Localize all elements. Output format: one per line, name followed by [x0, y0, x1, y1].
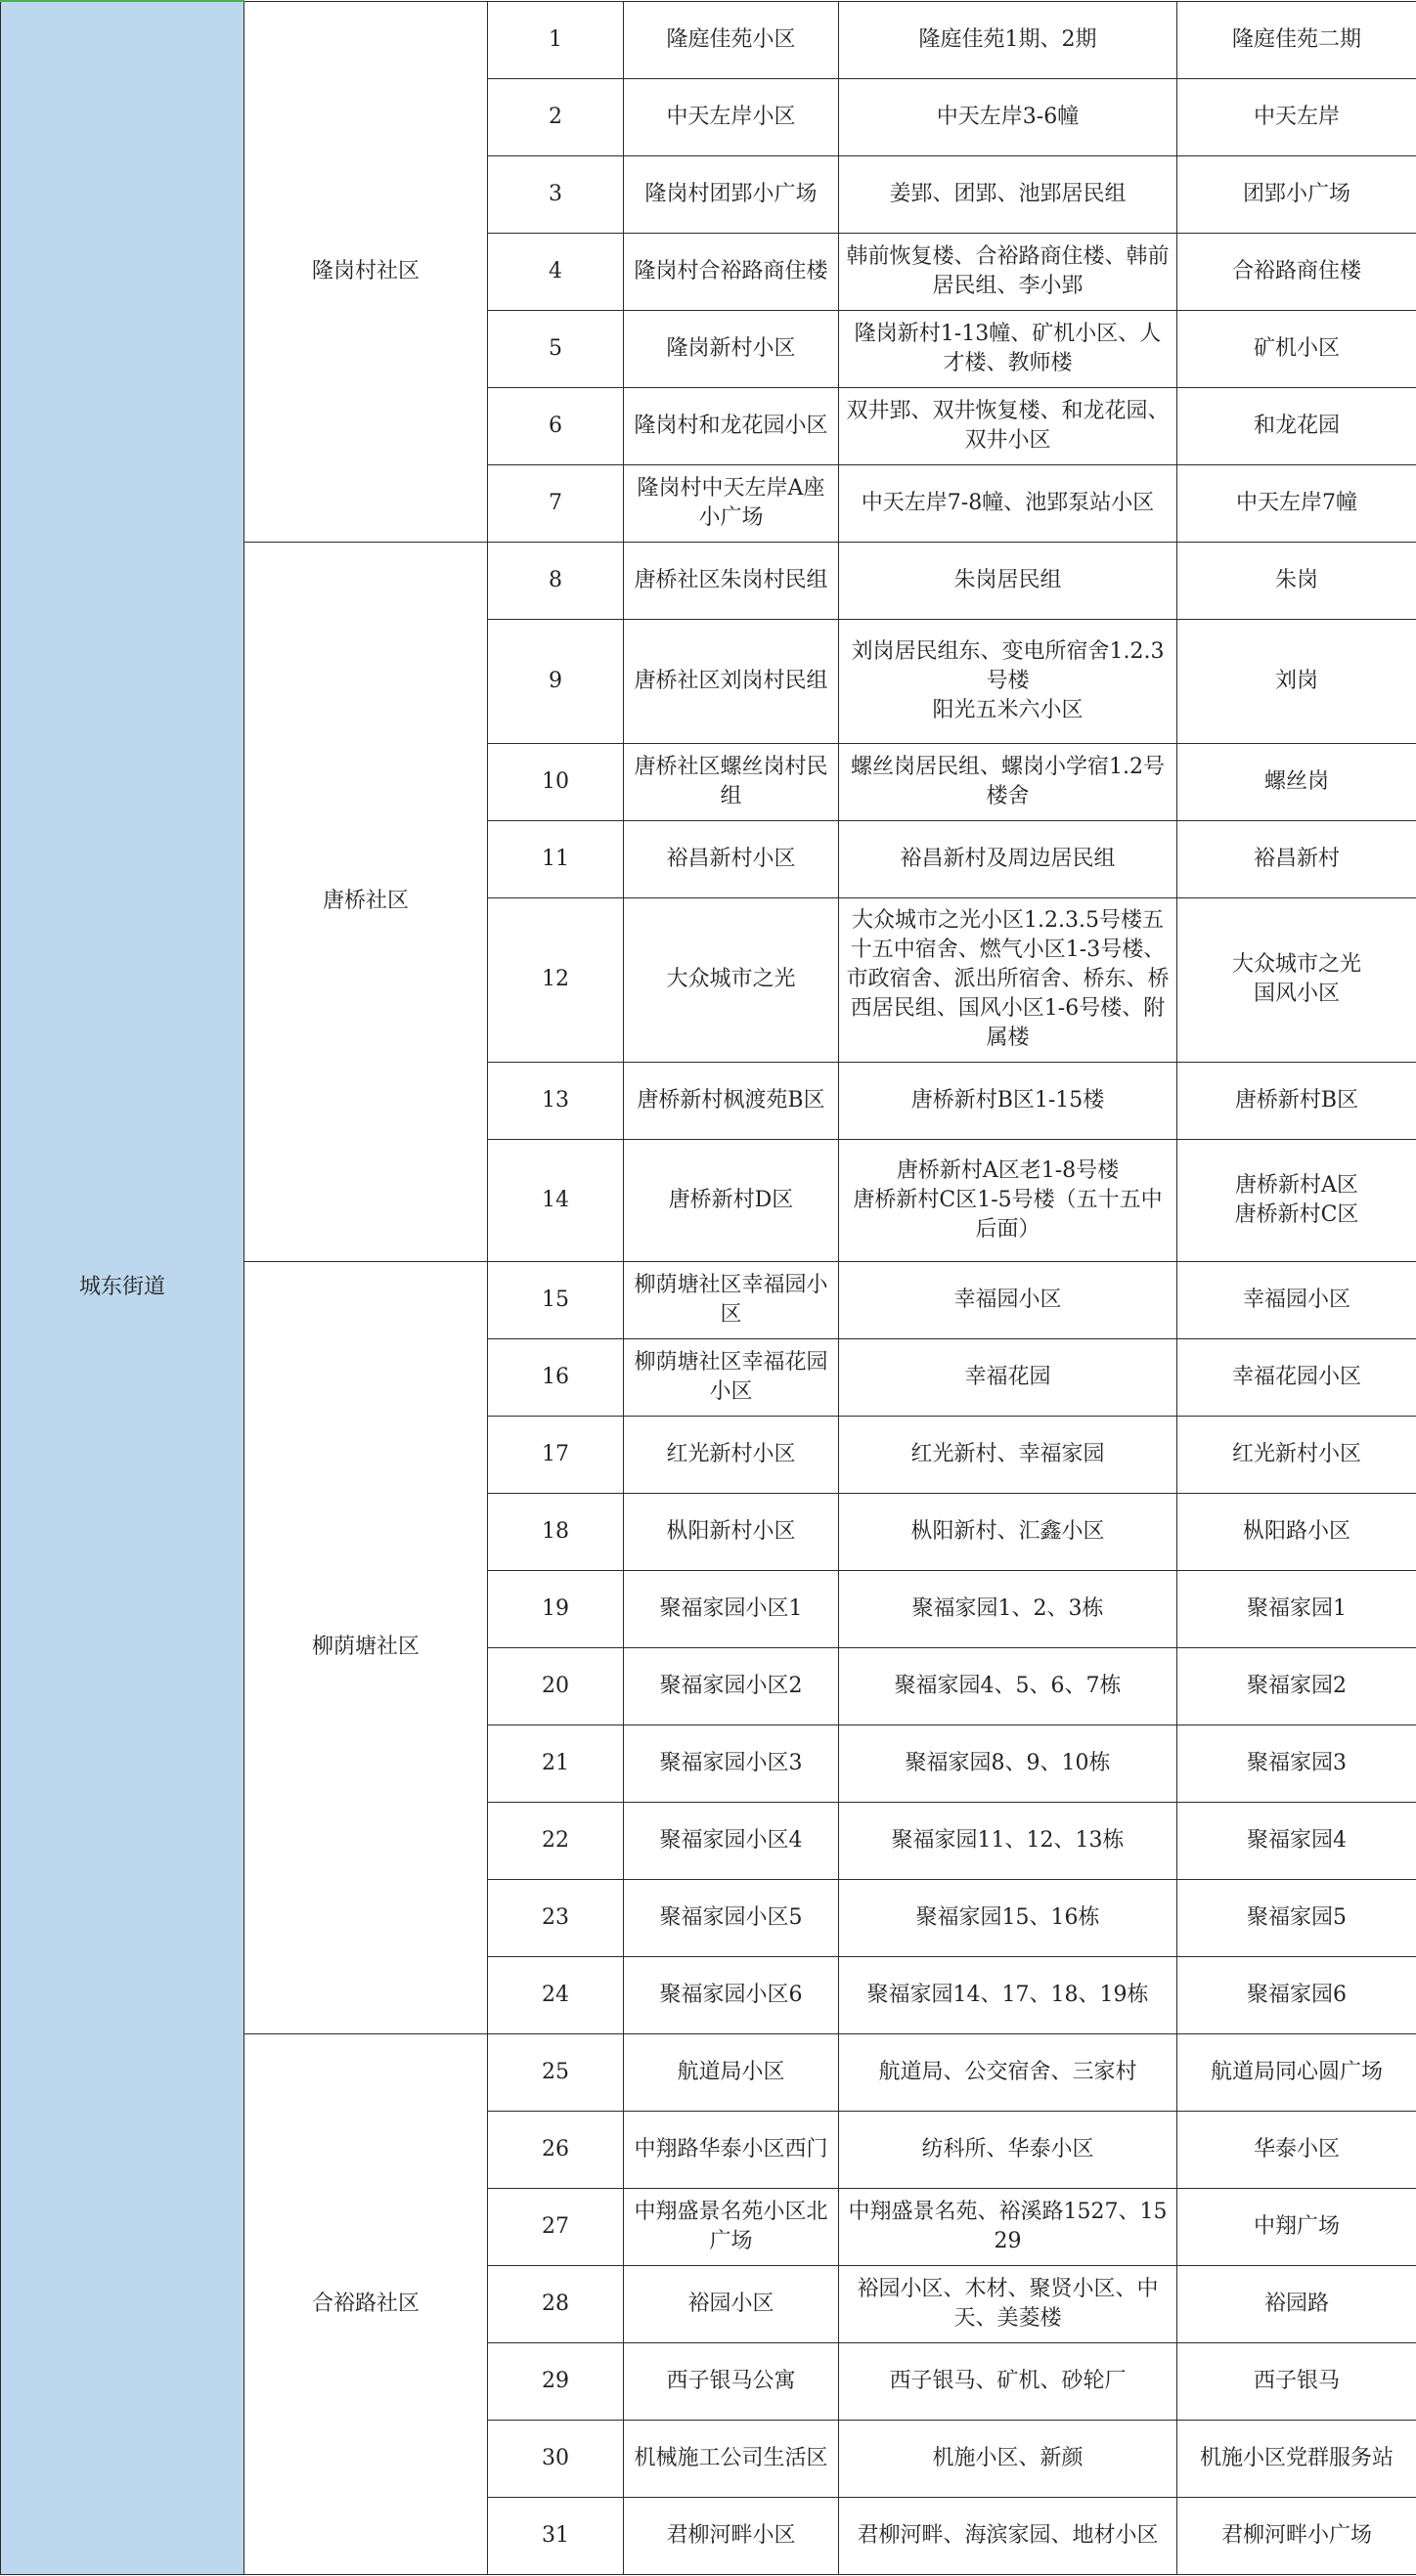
- row-number-cell: 30: [488, 2420, 624, 2497]
- table-body: [1, 1, 1416, 2574]
- row-number-cell: 3: [488, 155, 624, 233]
- row-number-cell: 28: [488, 2265, 624, 2342]
- coverage-cell: 纺科所、华泰小区: [839, 2111, 1177, 2188]
- community-name-cell: 唐桥社区: [244, 542, 488, 1261]
- row-number-cell: 7: [488, 464, 624, 542]
- coverage-cell: 螺丝岗居民组、螺岗小学宿1.2号楼舍: [839, 743, 1177, 820]
- site-name-cell: 西子银马公寓: [624, 2342, 839, 2420]
- coverage-cell: 航道局、公交宿舍、三家村: [839, 2033, 1177, 2111]
- table-row: [1, 1, 1416, 78]
- site-name-cell: 君柳河畔小区: [624, 2497, 839, 2574]
- row-number-cell: 18: [488, 1493, 624, 1570]
- coverage-cell: 中翔盛景名苑、裕溪路1527、1529: [839, 2188, 1177, 2265]
- site-name-cell: 唐桥社区螺丝岗村民组: [624, 743, 839, 820]
- row-number-cell: 25: [488, 2033, 624, 2111]
- service-point-cell: 华泰小区: [1177, 2111, 1416, 2188]
- coverage-cell: 大众城市之光小区1.2.3.5号楼五十五中宿舍、燃气小区1-3号楼、市政宿舍、派出所宿舍、桥东、桥西居民组、国风小区1-6号楼、附属楼: [839, 897, 1177, 1062]
- coverage-cell: 中天左岸3-6幢: [839, 78, 1177, 155]
- site-name-cell: 航道局小区: [624, 2033, 839, 2111]
- row-number-cell: 2: [488, 78, 624, 155]
- service-point-cell: 枞阳路小区: [1177, 1493, 1416, 1570]
- service-point-cell: 朱岗: [1177, 542, 1416, 619]
- site-name-cell: 机械施工公司生活区: [624, 2420, 839, 2497]
- service-point-cell: 机施小区党群服务站: [1177, 2420, 1416, 2497]
- service-point-cell: 西子银马: [1177, 2342, 1416, 2420]
- site-name-cell: 隆岗新村小区: [624, 310, 839, 387]
- service-point-cell: 裕园路: [1177, 2265, 1416, 2342]
- row-number-cell: 31: [488, 2497, 624, 2574]
- service-point-cell: 唐桥新村A区 唐桥新村C区: [1177, 1139, 1416, 1261]
- site-name-cell: 聚福家园小区5: [624, 1879, 839, 1956]
- site-name-cell: 唐桥新村D区: [624, 1139, 839, 1261]
- coverage-cell: 裕园小区、木材、聚贤小区、中天、美菱楼: [839, 2265, 1177, 2342]
- service-point-cell: 和龙花园: [1177, 387, 1416, 464]
- row-number-cell: 26: [488, 2111, 624, 2188]
- row-number-cell: 22: [488, 1802, 624, 1879]
- coverage-cell: 唐桥新村A区老1-8号楼 唐桥新村C区1-5号楼（五十五中后面）: [839, 1139, 1177, 1261]
- service-point-cell: 聚福家园5: [1177, 1879, 1416, 1956]
- service-point-cell: 聚福家园2: [1177, 1647, 1416, 1725]
- coverage-cell: 君柳河畔、海滨家园、地材小区: [839, 2497, 1177, 2574]
- row-number-cell: 23: [488, 1879, 624, 1956]
- coverage-cell: 双井郢、双井恢复楼、和龙花园、双井小区: [839, 387, 1177, 464]
- coverage-cell: 隆岗新村1-13幢、矿机小区、人才楼、教师楼: [839, 310, 1177, 387]
- row-number-cell: 20: [488, 1647, 624, 1725]
- site-name-cell: 裕园小区: [624, 2265, 839, 2342]
- service-point-cell: 中天左岸: [1177, 78, 1416, 155]
- service-point-cell: 隆庭佳苑二期: [1177, 1, 1416, 78]
- row-number-cell: 27: [488, 2188, 624, 2265]
- row-number-cell: 12: [488, 897, 624, 1062]
- service-point-cell: 红光新村小区: [1177, 1416, 1416, 1493]
- site-name-cell: 唐桥社区刘岗村民组: [624, 619, 839, 743]
- service-point-cell: 聚福家园4: [1177, 1802, 1416, 1879]
- row-number-cell: 1: [488, 1, 624, 78]
- row-number-cell: 29: [488, 2342, 624, 2420]
- service-point-cell: 合裕路商住楼: [1177, 233, 1416, 310]
- community-name-cell: 合裕路社区: [244, 2033, 488, 2574]
- row-number-cell: 17: [488, 1416, 624, 1493]
- service-point-cell: 矿机小区: [1177, 310, 1416, 387]
- site-name-cell: 大众城市之光: [624, 897, 839, 1062]
- coverage-cell: 裕昌新村及周边居民组: [839, 820, 1177, 897]
- row-number-cell: 5: [488, 310, 624, 387]
- coverage-cell: 刘岗居民组东、变电所宿舍1.2.3号楼 阳光五米六小区: [839, 619, 1177, 743]
- coverage-cell: 机施小区、新颜: [839, 2420, 1177, 2497]
- site-name-cell: 聚福家园小区4: [624, 1802, 839, 1879]
- service-point-cell: 螺丝岗: [1177, 743, 1416, 820]
- coverage-cell: 韩前恢复楼、合裕路商住楼、韩前居民组、李小郢: [839, 233, 1177, 310]
- coverage-cell: 聚福家园1、2、3栋: [839, 1570, 1177, 1647]
- row-number-cell: 8: [488, 542, 624, 619]
- service-point-cell: 团郢小广场: [1177, 155, 1416, 233]
- service-point-cell: 聚福家园1: [1177, 1570, 1416, 1647]
- coverage-cell: 聚福家园14、17、18、19栋: [839, 1956, 1177, 2033]
- coverage-cell: 姜郢、团郢、池郢居民组: [839, 155, 1177, 233]
- row-number-cell: 24: [488, 1956, 624, 2033]
- site-name-cell: 隆岗村团郢小广场: [624, 155, 839, 233]
- site-name-cell: 隆岗村和龙花园小区: [624, 387, 839, 464]
- coverage-cell: 隆庭佳苑1期、2期: [839, 1, 1177, 78]
- site-name-cell: 聚福家园小区1: [624, 1570, 839, 1647]
- row-number-cell: 6: [488, 387, 624, 464]
- site-name-cell: 红光新村小区: [624, 1416, 839, 1493]
- site-name-cell: 隆岗村合裕路商住楼: [624, 233, 839, 310]
- service-point-cell: 君柳河畔小广场: [1177, 2497, 1416, 2574]
- street-name-cell: 城东街道: [1, 1, 244, 2574]
- coverage-cell: 朱岗居民组: [839, 542, 1177, 619]
- row-number-cell: 10: [488, 743, 624, 820]
- service-point-cell: 刘岗: [1177, 619, 1416, 743]
- coverage-cell: 聚福家园11、12、13栋: [839, 1802, 1177, 1879]
- site-name-cell: 柳荫塘社区幸福园小区: [624, 1261, 839, 1338]
- site-name-cell: 裕昌新村小区: [624, 820, 839, 897]
- service-point-cell: 聚福家园3: [1177, 1725, 1416, 1802]
- site-name-cell: 聚福家园小区6: [624, 1956, 839, 2033]
- row-number-cell: 14: [488, 1139, 624, 1261]
- service-point-cell: 聚福家园6: [1177, 1956, 1416, 2033]
- coverage-cell: 西子银马、矿机、砂轮厂: [839, 2342, 1177, 2420]
- coverage-cell: 聚福家园4、5、6、7栋: [839, 1647, 1177, 1725]
- service-point-cell: 幸福园小区: [1177, 1261, 1416, 1338]
- site-name-cell: 聚福家园小区3: [624, 1725, 839, 1802]
- site-name-cell: 隆庭佳苑小区: [624, 1, 839, 78]
- site-name-cell: 枞阳新村小区: [624, 1493, 839, 1570]
- site-name-cell: 柳荫塘社区幸福花园小区: [624, 1338, 839, 1416]
- coverage-cell: 中天左岸7-8幢、池郢泵站小区: [839, 464, 1177, 542]
- coverage-cell: 幸福园小区: [839, 1261, 1177, 1338]
- service-point-cell: 唐桥新村B区: [1177, 1062, 1416, 1139]
- row-number-cell: 21: [488, 1725, 624, 1802]
- site-name-cell: 唐桥新村枫渡苑B区: [624, 1062, 839, 1139]
- site-name-cell: 隆岗村中天左岸A座小广场: [624, 464, 839, 542]
- row-number-cell: 13: [488, 1062, 624, 1139]
- site-name-cell: 中天左岸小区: [624, 78, 839, 155]
- service-point-cell: 幸福花园小区: [1177, 1338, 1416, 1416]
- coverage-cell: 聚福家园15、16栋: [839, 1879, 1177, 1956]
- community-name-cell: 隆岗村社区: [244, 1, 488, 542]
- coverage-cell: 唐桥新村B区1-15楼: [839, 1062, 1177, 1139]
- coverage-cell: 聚福家园8、9、10栋: [839, 1725, 1177, 1802]
- service-point-cell: 裕昌新村: [1177, 820, 1416, 897]
- row-number-cell: 16: [488, 1338, 624, 1416]
- service-point-cell: 航道局同心圆广场: [1177, 2033, 1416, 2111]
- coverage-cell: 红光新村、幸福家园: [839, 1416, 1177, 1493]
- service-point-cell: 大众城市之光 国风小区: [1177, 897, 1416, 1062]
- coverage-cell: 幸福花园: [839, 1338, 1177, 1416]
- site-name-cell: 中翔盛景名苑小区北广场: [624, 2188, 839, 2265]
- row-number-cell: 19: [488, 1570, 624, 1647]
- row-number-cell: 15: [488, 1261, 624, 1338]
- service-point-cell: 中天左岸7幢: [1177, 464, 1416, 542]
- row-number-cell: 4: [488, 233, 624, 310]
- service-point-cell: 中翔广场: [1177, 2188, 1416, 2265]
- row-number-cell: 11: [488, 820, 624, 897]
- coverage-cell: 枞阳新村、汇鑫小区: [839, 1493, 1177, 1570]
- community-name-cell: 柳荫塘社区: [244, 1261, 488, 2033]
- site-name-cell: 聚福家园小区2: [624, 1647, 839, 1725]
- site-name-cell: 中翔路华泰小区西门: [624, 2111, 839, 2188]
- site-name-cell: 唐桥社区朱岗村民组: [624, 542, 839, 619]
- row-number-cell: 9: [488, 619, 624, 743]
